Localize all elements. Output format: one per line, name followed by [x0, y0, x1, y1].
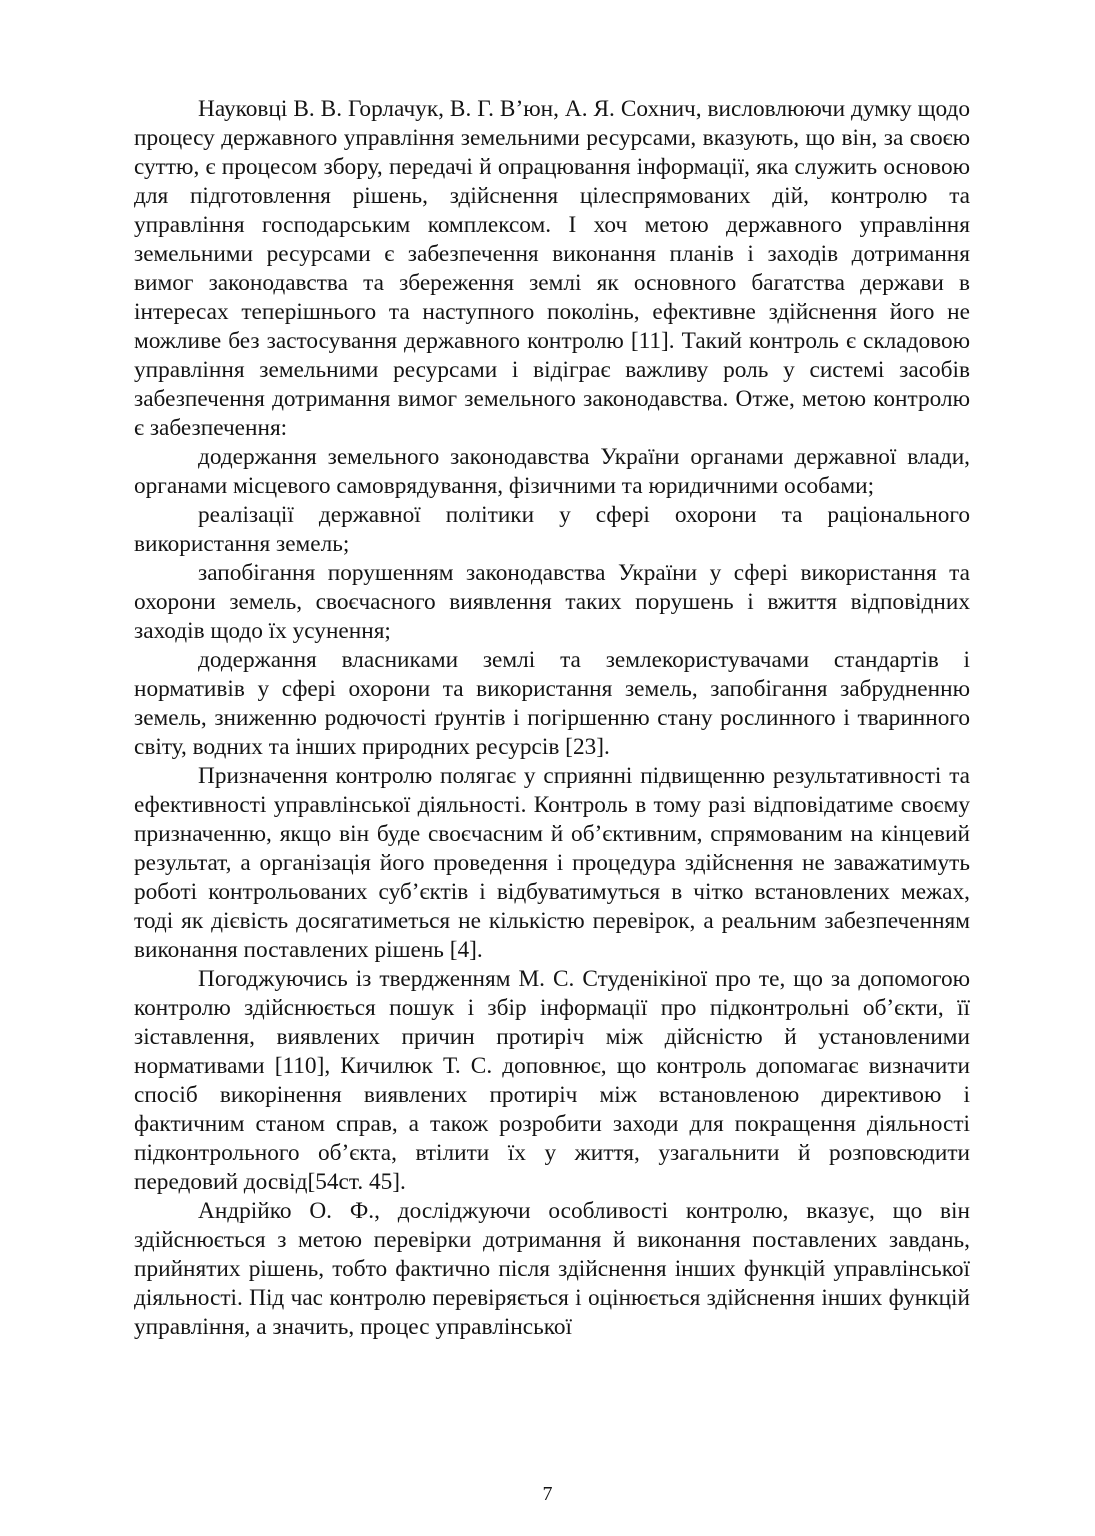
- paragraph-list-item-4: додержання власниками землі та землекористувачами стандартів і нормативів у сфері охорони та використання земель, запобігання забрудненню земель, зниженню родючості ґрунтів і погіршенню стану рослинного і тваринного світу, водних та інших природних ресурсів [23].: [134, 647, 970, 760]
- paragraph-studenikina: Погоджуючись із твердженням М. С. Студенікіної про те, що за допомогою контролю здійснюється пошук і збір інформації про підконтрольні об’єкти, її зіставлення, виявлених причин протиріч між дійсністю й установленими нормативами [110], Кичилюк Т. С. доповнює, що контроль допомагає визначити спосіб викорінення виявлених протиріч між встановленою директивою і фактичним станом справ, а також розробити заходи для покращення діяльності підконтрольного об’єкта, втілити їх у життя, узагальнити й розповсюдити передовий досвід[54ст. 45].: [134, 966, 970, 1195]
- page-number: 7: [542, 1483, 553, 1505]
- paragraph-intro: Науковці В. В. Горлачук, В. Г. В’юн, А. Я. Сохнич, висловлюючи думку щодо процесу державного управління земельними ресурсами, вказують, що він, за своєю суттю, є процесом збору, передачі й опрацювання інформації, яка служить основою для підготовлення рішень, здійснення цілеспрямованих дій, контролю та управління господарським комплексом. І хоч метою державного управління земельними ресурсами є забезпечення виконання планів і заходів дотримання вимог законодавства та збереження землі як основного багатства держави в інтересах теперішнього та наступного поколінь, ефективне здійснення його не можливе без застосування державного контролю [11]. Такий контроль є складовою управління земельними ресурсами і відіграє важливу роль у системі засобів забезпечення дотримання вимог земельного законодавства. Отже, метою контролю є забезпечення:: [134, 96, 970, 441]
- paragraph-list-item-2: реалізації державної політики у сфері охорони та раціонального використання земель;: [134, 502, 970, 557]
- paragraph-list-item-3: запобігання порушенням законодавства України у сфері використання та охорони земель, своєчасного виявлення таких порушень і вжиття відповідних заходів щодо їх усунення;: [134, 560, 970, 644]
- paragraph-andriiko: Андрійко О. Ф., досліджуючи особливості контролю, вказує, що він здійснюється з метою перевірки дотримання й виконання поставлених завдань, прийнятих рішень, тобто фактично після здійснення інших функцій управлінської діяльності. Під час контролю перевіряється і оцінюється здійснення інших функцій управління, а значить, процес управлінської: [134, 1198, 970, 1340]
- body-text: [134, 95, 970, 1342]
- paragraph-list-item-1: додержання земельного законодавства України органами державної влади, органами місцевого самоврядування, фізичними та юридичними особами;: [134, 444, 970, 499]
- paragraph-purpose: Призначення контролю полягає у сприянні підвищенню результативності та ефективності управлінської діяльності. Контроль в тому разі відповідатиме своєму призначенню, якщо він буде своєчасним й об’єктивним, спрямованим на кінцевий результат, а організація його проведення і процедура здійснення не заважатимуть роботі контрольованих суб’єктів і відбуватимуться в чітко встановлених межах, тоді як дієвість досягатиметься не кількістю перевірок, а реальним забезпеченням виконання поставлених рішень [4].: [134, 763, 970, 963]
